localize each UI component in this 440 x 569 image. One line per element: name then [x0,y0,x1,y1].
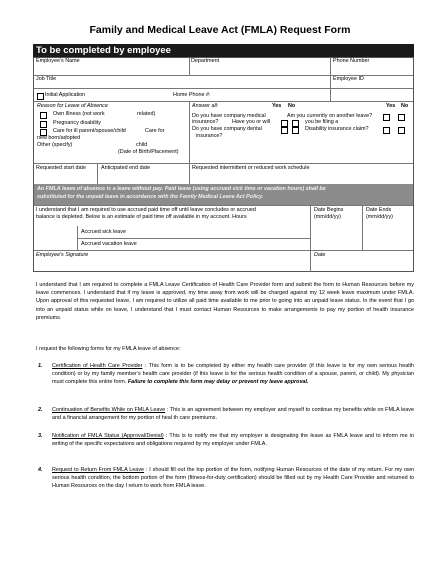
disability-claim-yes-checkbox[interactable] [383,127,390,134]
yes-header-1: Yes [272,103,282,109]
form-title-link: Request to Return From FMLA Leave [52,467,145,473]
dental-insurance-yes-checkbox[interactable] [281,127,288,134]
list-item-emphasis: Failure to complete this form may delay or prevent my leave approval. [127,379,309,386]
home-phone-label: Home Phone #: [173,92,211,98]
col-divider [330,57,331,101]
dental-insurance-question: Do you have company dental [192,126,262,132]
date-begins-format: (mm/dd/yy) [314,214,341,220]
row-divider [77,238,310,239]
initial-application-label: Initial Application [45,92,86,98]
signature-date-label: Date [314,252,326,258]
accrued-vacation-label: Accrued vacation leave [81,241,137,247]
answer-all-header: Answer all: [192,103,219,109]
phone-number-label: Phone Number [333,58,370,64]
pregnancy-label: Pregnancy disability [53,120,101,126]
unpaid-leave-note-line-2: substituted for the unpaid leave in accordance with the Family Medical Leave Act Policy. [37,194,264,200]
acknowledgement-paragraph: I understand that I am required to complete a FMLA Leave Certification of Health Care Provider form and submit the form to Human Resources before my leave commences. I understand that if my leave is approved, my time away from work will be charged against my 12 week leave maximum under FMLA. Upon approval of this requested leave, I am required to utilize all paid time available to me prior to going into an unpaid leave status. In the event that I go into an unpaid status while on leave, I understand that I must contact Human Resources to make arrangements to pay my portion of health insurance premiums. [36,282,414,321]
another-leave-yes-checkbox[interactable] [383,114,390,121]
col-divider [362,205,363,250]
form-title-link: Certification of Health Care Provider [52,363,143,369]
row-divider [34,88,413,89]
row-divider [34,250,413,251]
disability-claim-no-checkbox[interactable] [398,127,405,134]
no-header-1: No [288,103,296,109]
date-birth-label: (Date of Birth/Placement) [118,149,179,155]
list-item-body: : This form is to be completed by either my health care provider (if this leave is for my own serious health condition) or by my family member's health care provider (if this leave is for the serious health condition of a spouse, parent, or child). My physician must complete this entire form. [52,363,414,386]
section-band: To be completed by employee [33,44,414,57]
list-item-body: : This is to notify me that my employer is designating the leave as FMLA leave and to inform me in writing of the specific expectations and obligations required by my employer under FMLA. [52,433,414,448]
request-intro: I request the following forms for my FMLA leave of absence: [36,346,181,352]
date-ends-label: Date Ends [366,207,392,213]
job-title-label: Job Title [36,76,57,82]
pregnancy-checkbox[interactable] [40,121,47,128]
medical-insurance-question-cont: insurance? [192,119,219,125]
employee-name-label: Employee's Name [36,58,80,64]
row-divider [34,163,413,164]
col-divider [189,57,190,75]
dental-insurance-no-checkbox[interactable] [292,127,299,134]
date-begins-label: Date Begins [314,207,344,213]
end-date-label: Anticipated end date [101,165,151,171]
unpaid-leave-note-line-1: An FMLA leave of absence is a leave without pay. Paid leave (using accrued sick time or vacation hours) shall be [37,186,326,192]
care-parent-label: Care for ill parent/spouse/child [53,128,126,134]
filing-question: Have you or will [232,119,271,125]
medical-insurance-no-checkbox[interactable] [292,120,299,127]
no-header-2: No [401,103,409,109]
list-number: 4. [38,467,43,473]
medical-insurance-yes-checkbox[interactable] [281,120,288,127]
form-title: Family and Medical Leave Act (FMLA) Request Form [89,24,351,36]
own-illness-checkbox[interactable] [40,112,47,119]
initial-application-checkbox[interactable] [37,93,44,100]
reason-header: Reason for Leave of Absence [37,103,108,109]
col-divider [77,226,78,250]
dental-insurance-question-cont: insurance? [196,133,223,139]
newborn-label: new born/adopted [37,135,81,141]
list-number: 2. [38,407,43,413]
col-divider [189,101,190,184]
accrued-text-line-2: balance is depleted. Below is an estimate of paid time off available in my account. Hours [36,214,247,220]
intermittent-schedule-label: Requested intermittent or reduced work schedule [192,165,310,171]
another-leave-no-checkbox[interactable] [398,114,405,121]
date-ends-format: (mm/dd/yy) [366,214,393,220]
row-divider [34,101,413,102]
disability-claim-question: Disability insurance claim? [305,126,369,132]
form-title-link: Continuation of Benefits While on FMLA Leave [52,407,166,413]
unpaid-leave-note [34,184,413,205]
form-title-link: Notification of FMLA Status (Approval/Denial) [52,433,164,439]
another-leave-question: Am you currently on another leave? [287,113,373,119]
signature-label: Employee's Signature [36,252,89,258]
col-divider [310,205,311,272]
list-number: 1. [38,363,43,369]
list-item-body: : I should fill out the top portion of the form, notifying Human Resources of the date of my return. For my own serious health condition, the bottom portion of the form (fitness-for-duty certification) should be filled out by my Health Care Provider and returned to Human Resources on the day I return to work from FMLA leave. [52,467,414,490]
department-label: Department [191,58,220,64]
other-label: Other (specify) [37,142,73,148]
col-divider [97,163,98,184]
care-for-label: Care for [145,128,165,134]
list-item-body: : This is an agreement between my employer and myself to continue my benefits while on FMLA leave and a financial arrangement for my portion of heal th care premiums. [52,407,414,422]
list-number: 3. [38,433,43,439]
medical-insurance-question: Do you have company medical [192,113,266,119]
accrued-sick-label: Accrued sick leave [81,229,126,235]
yes-header-2: Yes [386,103,396,109]
row-divider [34,205,413,206]
child-label: child [136,142,148,148]
own-illness-label: Own Illness (not work [53,111,105,117]
filing-question-cont: you be filing a [305,119,339,125]
own-illness-related-label: related) [137,111,156,117]
employee-id-label: Employee ID [333,76,364,82]
start-date-label: Requested start date [36,165,87,171]
accrued-text-line-1: I understand that I am required to use accrued paid time off until leave concludes or accrued [36,207,256,213]
